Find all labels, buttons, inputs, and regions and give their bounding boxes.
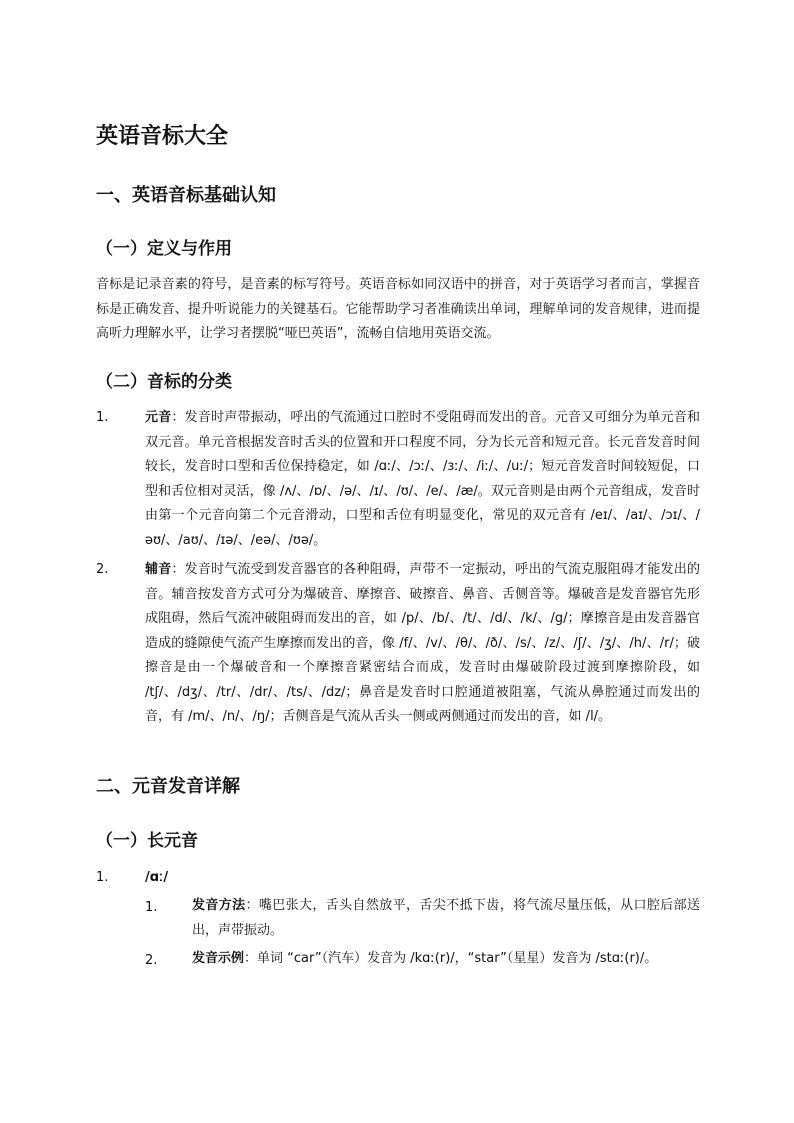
- definition-paragraph: 音标是记录音素的符号，是音素的标写符号。英语音标如同汉语中的拼音，对于英语学习者而言，掌握音标是正确发音、提升听说能力的关键基石。它能帮助学习者准确读出单词，理解单词的发音规律，进而提高听力理解水平，让学习者摆脱“哑巴英语”，流畅自信地用英语交流。: [96, 277, 700, 341]
- example-label: 发音示例: [192, 951, 245, 966]
- list-item-vowel: [145, 406, 700, 553]
- sub-list-item-number: 2.: [145, 953, 158, 968]
- example-text: ：单词 “car”（汽车）发音为 /kɑː(r)/，“star”（星星）发音为 /stɑː(r)/。: [244, 951, 658, 966]
- list-item-consonant: [145, 558, 700, 730]
- vowel-text: ：发音时声带振动，呼出的气流通过口腔时不受阻碍而发出的音。元音又可细分为单元音和双元音。单元音根据发音时舌头的位置和开口程度不同，分为长元音和短元音。长元音发音时间较长，发音时口型和舌位保持稳定，如 /ɑː/、/ɔː/、/ɜː/、/iː/、/uː/；短元音发音时间较短促，口型和舌位相对灵活，像 /ʌ/、/ɒ/、/ə/、/ɪ/、/ʊ/、/e/、/æ/。双元音则是由两个元音组成，发音时由第一个元音向第二个元音滑动，口型和舌位有明显变化，常见的双元音有 /eɪ/、/aɪ/、/ɔɪ/、/əʊ/、/aʊ/、/ɪə/、/eə/、/ʊə/。: [145, 410, 700, 548]
- consonant-label: 辅音: [145, 562, 172, 577]
- sub-list-item-method: [192, 894, 700, 943]
- phoneme-label: /ɑː/: [145, 870, 169, 885]
- list-item-number: 2.: [96, 562, 109, 577]
- document-title: 英语音标大全: [96, 124, 229, 149]
- list-item-number: 1.: [96, 870, 109, 885]
- method-text: ：嘴巴张大，舌头自然放平，舌尖不抵下齿，将气流尽量压低，从口腔后部送出，声带振动。: [192, 898, 700, 938]
- sub-list-item-example: [192, 947, 700, 972]
- sub-list-item-number: 1.: [145, 900, 158, 915]
- subsection-heading-classification: （二）音标的分类: [96, 372, 232, 392]
- section-heading-vowels: 二、元音发音详解: [96, 776, 240, 797]
- vowel-label: 元音: [145, 410, 172, 425]
- subsection-heading-definition: （一）定义与作用: [96, 239, 232, 259]
- section-heading-basics: 一、英语音标基础认知: [96, 185, 276, 206]
- method-label: 发音方法: [192, 898, 246, 913]
- consonant-text: ：发音时气流受到发音器官的各种阻碍，声带不一定振动，呼出的气流克服阻碍才能发出的音。辅音按发音方式可分为爆破音、摩擦音、破擦音、鼻音、舌侧音等。爆破音是发音器官先形成阻碍，然后气流冲破阻碍而发出的音，如 /p/、/b/、/t/、/d/、/k/、/g/；摩擦音是由发音器官造成的缝隙使气流产生摩擦而发出的音，像 /f/、/v/、/θ/、/ð/、/s/、/z/、/ʃ/、/ʒ/、/h/、/r/；破擦音是由一个爆破音和一个摩擦音紧密结合而成，发音时由爆破阶段过渡到摩擦阶段，如 /tʃ/、/dʒ/、/tr/、/dr/、/ts/、/dz/；鼻音是发音时口腔通道被阻塞，气流从鼻腔通过而发出的音，有 /m/、/n/、/ŋ/；舌侧音是气流从舌头一侧或两侧通过而发出的音，如 /l/。: [145, 562, 700, 724]
- list-item-number: 1.: [96, 410, 109, 425]
- subsection-heading-long-vowels: （一）长元音: [96, 831, 198, 851]
